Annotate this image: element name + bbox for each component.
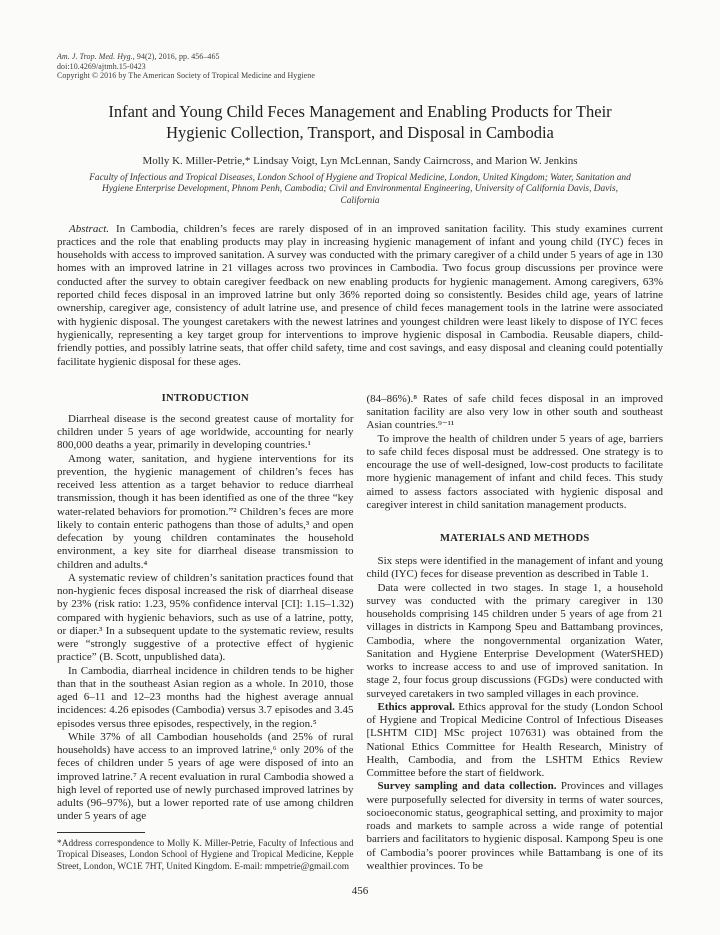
affiliations: Faculty of Infectious and Tropical Diseases, London School of Hygiene and Tropical Medicine, London, United Kingdom; Water, Sanitation and Hygiene Enterprise Development, Phnom Penh, Cambodia; Civil and Environmental Engineering, University of California Davis, Davis, California <box>89 172 631 206</box>
abstract-label: Abstract. <box>69 222 110 235</box>
intro-paragraph-5: While 37% of all Cambodian households (and 25% of rural households) have access to an improved latrine,⁶ only 20% of the feces of children under 5 years of age were disposed of into an improved latrine.⁷ A recent evaluation in rural Cambodia showed a high level of reported use of newly purchased improved latrines by adults (96–97%), but a lower reported rate of use among children under 5 years of age <box>57 730 354 823</box>
abstract-text: In Cambodia, children’s feces are rarely disposed of in an improved sanitation facility. This study examines current practices and the role that enabling products may play in increasing hygienic management of infant and young child (IYC) feces in households with access to improved sanitation. A survey was conducted with the primary caregiver of a child under 5 years of age in 130 homes with an improved latrine in 21 villages across two provinces in Cambodia. Two focus group discussions per province were conducted after the survey to obtain caregiver feedback on new enabling products for hygienic management. Among caregivers, 63% reported child feces disposal in an improved latrine but only 36% reported doing so consistently. Besides child age, years of latrine ownership, caregiver age, consistency of adult latrine use, and presence of child feces management tools in the latrine were associated with hygienic disposal. The youngest caretakers with the newest latrines and youngest children were least likely to dispose of IYC feces hygienically, representing a key target group for interventions to improve hygienic disposal in Cambodia. Reusable diapers, child-friendly potties, and possibly latrine seats, that offer child safety, time and cost savings, and easy disposal and cleaning could potentially facilitate hygienic disposal for these ages. <box>57 222 663 368</box>
methods-paragraph-1: Six steps were identified in the management of infant and young child (IYC) feces for disease prevention as described in Table 1. <box>366 555 663 581</box>
page-number: 456 <box>351 885 369 898</box>
survey-run-in-heading: Survey sampling and data collection. <box>377 780 557 793</box>
two-column-body <box>57 393 663 873</box>
intro-paragraph-5-continuation: (84–86%).⁸ Rates of safe child feces disposal in an improved sanitation facility are also very low in other south and southeast Asian countries.⁹⁻¹¹ <box>366 392 663 432</box>
left-column <box>57 393 354 873</box>
journal-issue-info: 94(2), 2016, pp. 456–465 <box>134 52 220 61</box>
abstract <box>57 223 663 369</box>
intro-paragraph-2: Among water, sanitation, and hygiene interventions for its prevention, the hygienic management of children’s feces has received less attention as a target behavior to reduce diarrheal transmission, though it has been identified as one of the three “key water-related behaviors for promotion.”² Children’s feces are more likely to contain enteric pathogens than those of adults,³ and open defecation by young children contaminates the household environment, a key site for diarrheal disease transmission to children and adults.⁴ <box>57 452 354 571</box>
correspondence-text: *Address correspondence to Molly K. Miller-Petrie, Faculty of Infectious and Tropical Diseases, London School of Hygiene and Tropical Medicine, Kepple Street, London, WC1E 7HT, United Kingdom. E-mail: mmpetrie@gmail.com <box>57 838 354 872</box>
intro-paragraph-6: To improve the health of children under 5 years of age, barriers to safe child feces disposal must be addressed. One strategy is to encourage the use of well-designed, low-cost products to facilitate more hygienic management of infant and child feces. This study aimed to assess factors associated with hygienic disposal and caregiver interest in child sanitation management products. <box>366 432 663 511</box>
intro-paragraph-3: A systematic review of children’s sanitation practices found that non-hygienic feces disposal increased the risk of diarrheal disease by 23% (risk ratio: 1.23, 95% confidence interval [CI]: 1.15–1.32) compared with hygienic behaviors, such as use of a latrine, potty, or diaper.³ In a subsequent update to the systematic review, results were “strongly suggestive of a protective effect of hygienic practice” (B. Scott, unpublished data). <box>57 571 354 664</box>
survey-text: Provinces and villages were purposefully selected for diversity in terms of water sources, socioeconomic status, geographical setting, and proximity to major roads and markets to sample across a wide range of potential barriers and facilitators to hygienic disposal. Kampong Speu is one of Cambodia’s poorer provinces while Battambang is one of its wealthier provinces. To be <box>366 780 664 872</box>
page-title: Infant and Young Child Feces Management and Enabling Products for Their Hygienic Collection, Transport, and Disposal in Cambodia <box>108 101 612 142</box>
doi-line: doi:10.4269/ajtmh.15-0423 <box>57 61 146 71</box>
ethics-run-in-heading: Ethics approval. <box>377 700 455 713</box>
journal-citation-line <box>57 52 663 62</box>
intro-paragraph-1: Diarrheal disease is the second greatest cause of mortality for children under 5 years of age worldwide, accounting for nearly 800,000 deaths a year, primarily in developing countries.¹ <box>57 412 354 452</box>
journal-name: Am. J. Trop. Med. Hyg., <box>57 52 135 61</box>
authors-line: Molly K. Miller-Petrie,* Lindsay Voigt, Lyn McLennan, Sandy Cairncross, and Marion W. Jenkins <box>142 154 578 167</box>
intro-paragraph-4: In Cambodia, diarrheal incidence in children tends to be higher than that in the southeast Asian region as a whole. In 2010, those aged 6–11 and 12–23 months had the highest average annual incidences: 4.26 episodes (Cambodia) versus 3.7 episodes and 3.45 episodes versus three episodes, respectively, in the region.⁵ <box>57 664 354 730</box>
ethics-text: Ethics approval for the study (London School of Hygiene and Tropical Medicine Control of Infectious Diseases [LSHTM CID] MSc project 107631) was obtained from the National Ethics Committee for Health Research, Ministry of Health, Cambodia, and from the LSHTM Ethics Review Committee before the start of fieldwork. <box>366 700 663 780</box>
correspondence-footnote <box>57 828 354 874</box>
footnote-rule <box>57 832 145 833</box>
methods-paragraph-ethics <box>367 701 664 781</box>
right-column <box>367 393 664 873</box>
section-heading-methods: MATERIALS AND METHODS <box>440 533 590 545</box>
section-heading-introduction: INTRODUCTION <box>161 392 249 404</box>
journal-header <box>57 52 663 81</box>
methods-paragraph-survey <box>367 780 664 873</box>
methods-paragraph-2: Data were collected in two stages. In stage 1, a household survey was conducted with the primary caregiver in 130 households comprising 145 children under 5 years of age from 21 villages in districts in Kampong Speu and Battambang provinces, Cambodia, where the nongovernmental organization Water, Sanitation and Hygiene Enterprise Development (WaterSHED) works to increase access to and use of improved sanitation. In stage 2, four focus group discussions (FGDs) were conducted with surveyed caretakers in two sampled villages in each province. <box>366 581 663 700</box>
copyright-line: Copyright © 2016 by The American Society of Tropical Medicine and Hygiene <box>57 71 315 81</box>
